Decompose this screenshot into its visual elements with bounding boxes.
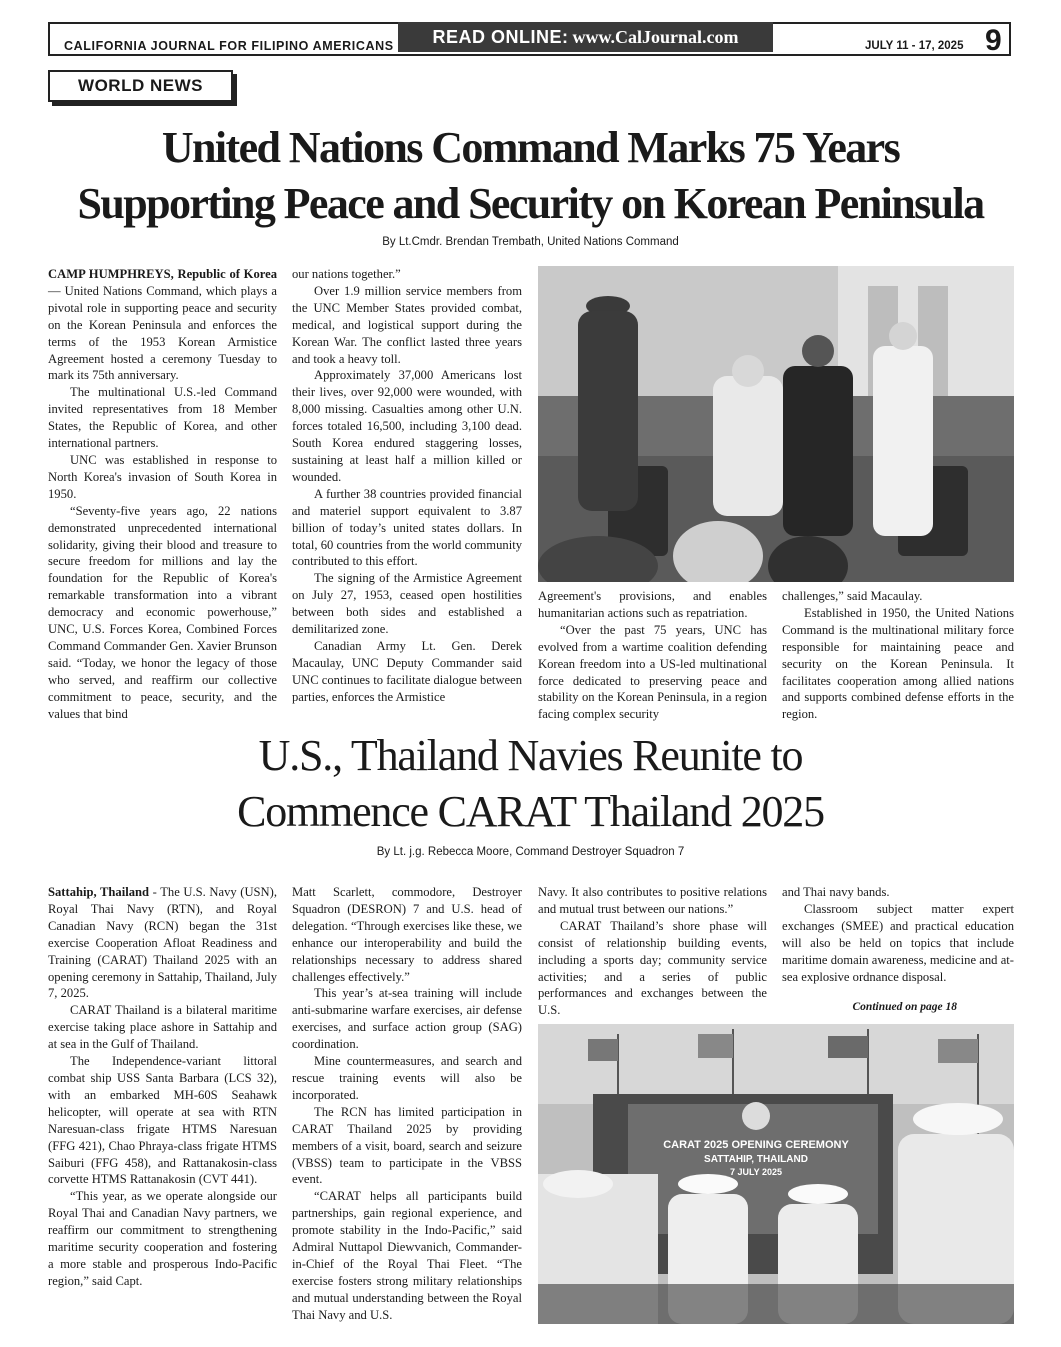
paragraph-text: This year’s at-sea training will include anti-submarine warfare exercises, air defense exercises, and surface action group (SAG) coordination. [292,986,522,1052]
paragraph [782,884,1014,901]
article2-byline: By Lt. j.g. Rebecca Moore, Command Destroyer Squadron 7 [376,846,685,858]
paragraph [782,588,1014,605]
paragraph [48,503,277,723]
article2-column-2 [292,884,522,1324]
paragraph-text: - The U.S. Navy (USN), Royal Thai Navy (RTN), and Royal Canadian Navy (RCN) began the 31st exercise Cooperation Afloat Readiness and Training (CARAT) Thailand 2025 with an opening ceremony in Sattahip, Thailand, July 7, 2025. [48,885,277,1001]
page-number: 9 [985,24,1002,57]
paragraph-text: and Thai navy bands. [782,885,890,899]
paragraph-text: Canadian Army Lt. Gen. Derek Macaulay, UNC Deputy Commander said UNC continues to facilitate dialogue between parties, enforces the Armistice [292,638,522,704]
paragraph-text: Classroom subject matter expert exchanges (SMEE) and practical education will also be held on topics that include maritime domain awareness, medicine and at-sea explosive ordnance disposal. [782,901,1014,984]
photo-banner-line1: CARAT 2025 OPENING CEREMONY [663,1139,849,1151]
paragraph-text: CARAT Thailand is a bilateral maritime exercise taking place ashore in Sattahip and at sea in the Gulf of Thailand. [48,1003,277,1052]
paragraph-text: Over 1.9 million service members from the UNC Member States provided combat, medical, and logistical support during the Korean War. The conflict lasted three years and took a heavy toll. [292,283,522,366]
paragraph [292,985,522,1053]
paragraph-text: challenges,” said Macaulay. [782,589,923,603]
paragraph-text: A further 38 countries provided financial and materiel support equivalent to 3.87 billion of today’s united states dollars. In total, 60 countries from the world community contributed to this effort. [292,486,522,569]
paragraph [538,918,767,1019]
paragraph-text: The Independence-variant littoral combat ship USS Santa Barbara (LCS 32), with an embarked MH-60S Seahawk helicopter, will operate at sea with RTN Naresuan-class frigate HTMS Naresuan (FFG 421), Chao Phraya-class frigate HTMS Saiburi (FFG 458), and Rattanakosin-class corvette HTMS Rattanakosin (CVT 441). [48,1054,277,1187]
article2-headline-line2: Commence CARAT Thailand 2025 [237,787,824,836]
article2-column-1 [48,884,277,1290]
read-online-label: READ ONLINE: [432,27,569,47]
paragraph [782,605,1014,723]
paragraph-text: “This year, as we operate alongside our Royal Thai and Canadian Navy partners, we reaffirm our commitment to strengthening maritime security cooperation and fostering a more stable and prosperous Indo-Pacific region,” said Capt. [48,1189,277,1288]
masthead [48,22,1011,56]
paragraph-text: Navy. It also contributes to positive relations and mutual trust between our nations.” [538,885,767,916]
publication-name: CALIFORNIA JOURNAL FOR FILIPINO AMERICANS [64,39,394,53]
section-label: WORLD NEWS [48,70,233,102]
issue-date: JULY 11 - 17, 2025 [865,40,964,52]
article1-photo [538,266,1014,582]
website-link[interactable]: www.CalJournal.com [572,27,739,47]
paragraph [48,452,277,503]
article2-column-3 [538,884,767,1019]
paragraph [292,266,522,283]
paragraph [538,588,767,622]
paragraph [48,384,277,452]
paragraph-text: UNC was established in response to North Korea's invasion of South Korea in 1950. [48,452,277,501]
read-online-banner[interactable] [398,22,773,52]
photo-banner-line2: SATTAHIP, THAILAND [704,1154,808,1165]
article1-column-3 [538,588,767,723]
paragraph-text: Established in 1950, the United Nations Command is the multinational military force responsible for maintaining peace and security on the Korean Peninsula. It facilitates cooperation among allied nations and supports combined defense efforts in the region. [782,605,1014,722]
article1-column-2 [292,266,522,706]
paragraph-text: Matt Scarlett, commodore, Destroyer Squadron (DESRON) 7 and U.S. head of delegation. “Through exercises like these, we enhance our interoperability and build the relationships necessary to address shared challenges effectively.” [292,885,522,984]
paragraph [782,901,1014,986]
article2-headline-line1: U.S., Thailand Navies Reunite to [258,731,803,780]
paragraph-text: The RCN has limited participation in CARAT Thailand 2025 by providing members of a visit, board, search and seizure (VBSS) team to participate in the VBSS event. [292,1104,522,1187]
paragraph [292,1188,522,1323]
paragraph [538,622,767,723]
article2-photo [538,1024,1014,1324]
dateline: CAMP HUMPHREYS, Republic of Korea [48,267,277,281]
article1-headline-line1: United Nations Command Marks 75 Years [161,123,900,172]
photo-banner-line3: 7 JULY 2025 [729,1167,783,1177]
paragraph-text: “Seventy-five years ago, 22 nations demonstrated unprecedented international solidarity, giving their blood and treasure to secure freedom for millions and lay the foundation for the Republic of Korea's remarkable transformation into a vibrant democracy and economic powerhouse,” UNC, U.S. Forces Korea, Combined Forces Command Commander Gen. Xavier Brunson said. “Today, we honor the legacy of those who served, and reaffirm our collective commitment to peace, security, and the values that bind [48,503,277,721]
paragraph [48,884,277,1002]
continued-note[interactable]: Continued on page 18 [852,1001,957,1013]
paragraph-text: our nations together.” [292,267,401,281]
paragraph-text: “Over the past 75 years, UNC has evolved from a wartime coalition defending Korean freedom into a US-led multinational force dedicated to preserving peace and stability on the Korean Peninsula, in a region facing complex security [538,622,767,722]
paragraph [292,486,522,571]
paragraph [292,884,522,985]
dateline: Sattahip, Thailand [48,885,150,899]
paragraph [292,638,522,706]
article1-byline: By Lt.Cmdr. Brendan Trembath, United Nations Command [382,236,679,248]
paragraph-text: Agreement's provisions, and enables humanitarian actions such as repatriation. [538,589,767,620]
paragraph [48,1002,277,1053]
paragraph-text: The signing of the Armistice Agreement on July 27, 1953, ceased open hostilities between both sides and established a demilitarized zone. [292,571,522,637]
paragraph [292,283,522,368]
paragraph-text: Mine countermeasures, and search and rescue training events will also be incorporated. [292,1054,522,1102]
paragraph-text: CARAT Thailand’s shore phase will consist of relationship building events, including a sports day; community service activities; and a series of public performances and exchanges between the U.S. [538,918,767,1018]
article2-column-4 [782,884,1014,985]
article1-headline-line2: Supporting Peace and Security on Korean Peninsula [77,179,984,228]
paragraph [292,367,522,485]
paragraph [48,1053,277,1188]
paragraph [292,1053,522,1104]
paragraph-text: — United Nations Command, which plays a pivotal role in supporting peace and security on the Korean Peninsula and enforces the terms of the 1953 Korean Armistice Agreement hosted a ceremony Tuesday to mark its 75th anniversary. [48,283,277,383]
article1-column-4 [782,588,1014,723]
paragraph [292,570,522,638]
paragraph [48,1188,277,1289]
article1-column-1 [48,266,277,722]
paragraph [48,266,277,384]
paragraph-text: The multinational U.S.-led Command invited representatives from 18 Member States, the Republic of Korea, and other international partners. [48,385,277,451]
paragraph [538,884,767,918]
paragraph-text: “CARAT helps all participants build partnerships, gain regional experience, and promote stability in the Indo-Pacific,” said Admiral Nuttapol Diewvanich, Commander-in-Chief of the Royal Thai Fleet. “The exercise fosters strong military relationships and mutual understanding between the Royal Thai Navy and U.S. [292,1189,522,1322]
paragraph-text: Approximately 37,000 Americans lost their lives, over 92,000 were wounded, with 8,000 missing. Casualties among other U.N. forces totaled 16,500, including 3,100 dead. South Korea endured staggering losses, sustaining at least half a million killed or wounded. [292,368,522,484]
paragraph [292,1104,522,1189]
